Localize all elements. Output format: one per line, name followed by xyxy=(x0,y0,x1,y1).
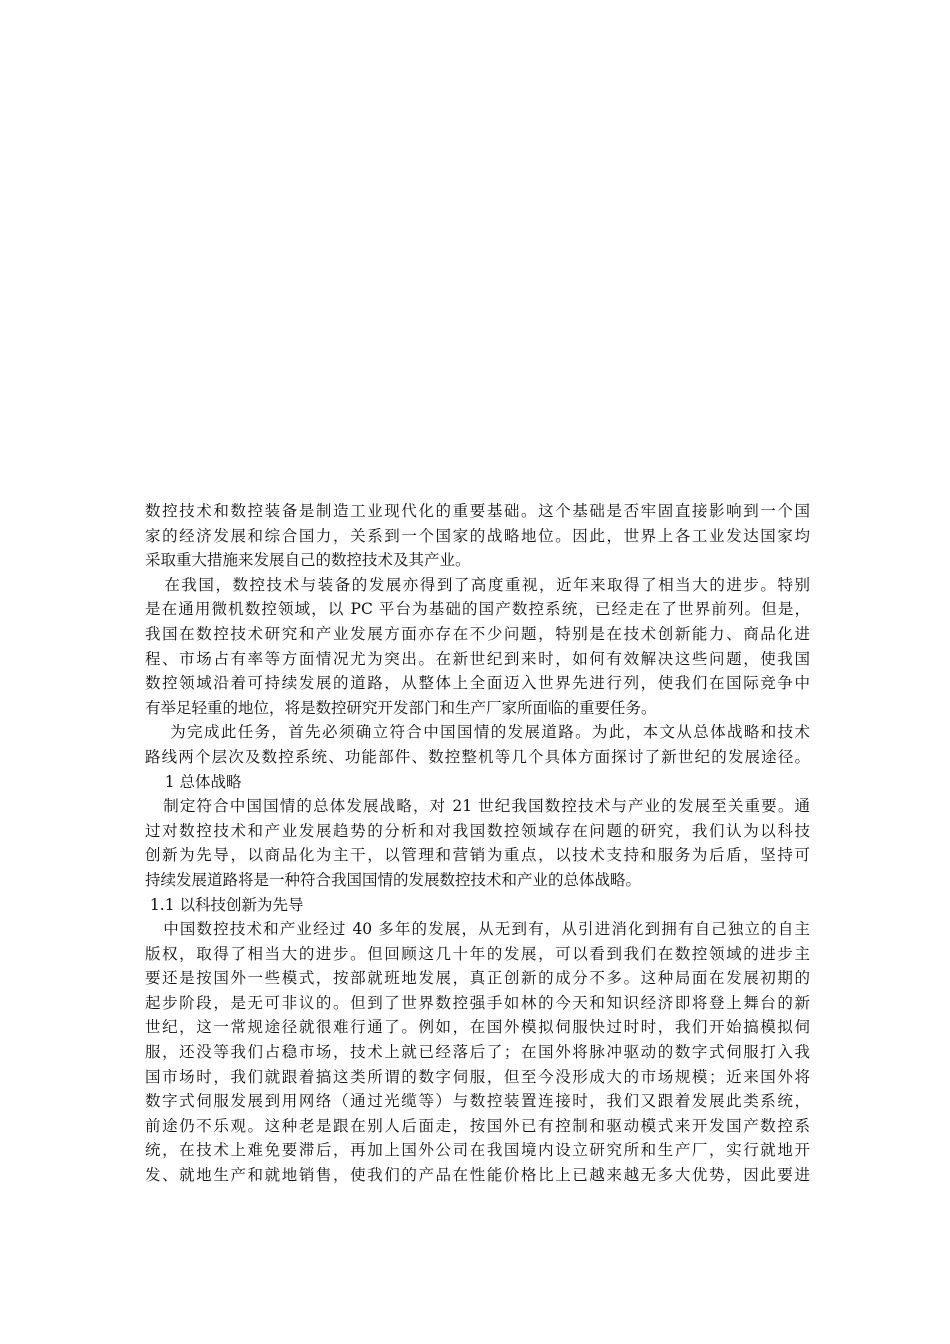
document-body xyxy=(145,499,810,1188)
text-line: 起步阶段，是无可非议的。但到了世界数控强手如林的今天和知识经济即将登上舞台的新 xyxy=(145,993,810,1012)
text-line: 中国数控技术和产业经过 40 多年的发展，从无到有，从引进消化到拥有自己独立的自主 xyxy=(145,920,810,939)
text-line: 程、市场占有率等方面情况尤为突出。在新世纪到来时，如何有效解决这些问题，使我国 xyxy=(145,649,810,668)
text-line: 数控领域沿着可持续发展的道路，从整体上全面迈入世界先进行列，使我们在国际竞争中 xyxy=(145,674,810,693)
text-line: 路线两个层次及数控系统、功能部件、数控整机等几个具体方面探讨了新世纪的发展途径。 xyxy=(145,747,810,766)
text-line: 要还是按国外一些模式，按部就班地发展，真正创新的成分不多。这种局面在发展初期的 xyxy=(145,969,810,988)
text-line: 家的经济发展和综合国力，关系到一个国家的战略地位。因此，世界上各工业发达国家均 xyxy=(145,526,810,545)
text-line: 前途仍不乐观。这种老是跟在别人后面走，按国外已有控制和驱动模式来开发国产数控系 xyxy=(145,1116,810,1135)
text-line: 版权，取得了相当大的进步。但回顾这几十年的发展，可以看到我们在数控领域的进步主 xyxy=(145,944,810,963)
text-line: 数控技术和数控装备是制造工业现代化的重要基础。这个基础是否牢固直接影响到一个国 xyxy=(145,502,810,520)
text-line: 是在通用微机数控领域，以 PC 平台为基础的国产数控系统，已经走在了世界前列。但是， xyxy=(145,600,810,619)
text-line: 世纪，这一常规途径就很难行通了。例如，在国外模拟伺服快过时时，我们开始搞模拟伺 xyxy=(145,1018,810,1037)
text-line: 创新为先导，以商品化为主干，以管理和营销为重点，以技术支持和服务为后盾，坚持可 xyxy=(145,846,810,865)
text-line: 1 总体战略 xyxy=(145,772,242,791)
text-line: 我国在数控技术研究和产业发展方面亦存在不少问题，特别是在技术创新能力、商品化进 xyxy=(145,624,810,643)
text-line: 持续发展道路将是一种符合我国国情的发展数控技术和产业的总体战略。 xyxy=(145,870,642,889)
text-line: 有举足轻重的地位，将是数控研究开发部门和生产厂家所面临的重要任务。 xyxy=(145,698,657,717)
text-line: 数字式伺服发展到用网络（通过光缆等）与数控装置连接时，我们又跟着发展此类系统， xyxy=(145,1092,810,1111)
text-line: 在我国，数控技术与装备的发展亦得到了高度重视，近年来取得了相当大的进步。特别 xyxy=(145,575,810,594)
text-line: 统，在技术上难免要滞后，再加上国外公司在我国境内设立研究所和生产厂，实行就地开 xyxy=(145,1141,810,1160)
text-line: 发、就地生产和就地销售，使我们的产品在性能价格比上已越来越无多大优势，因此要进 xyxy=(145,1166,810,1185)
text-line: 服，还没等我们占稳市场，技术上就已经落后了；在国外将脉冲驱动的数字式伺服打入我 xyxy=(145,1043,810,1062)
text-line: 制定符合中国国情的总体发展战略，对 21 世纪我国数控技术与产业的发展至关重要。通 xyxy=(145,797,810,816)
text-line: 为完成此任务，首先必须确立符合中国国情的发展道路。为此，本文从总体战略和技术 xyxy=(145,723,810,742)
text-line: 国市场时，我们就跟着搞这类所谓的数字伺服，但至今没形成大的市场规模；近来国外将 xyxy=(145,1067,810,1086)
text-line: 过对数控技术和产业发展趋势的分析和对我国数控领域存在问题的研究，我们认为以科技 xyxy=(145,821,810,840)
text-line: 采取重大措施来发展自己的数控技术及其产业。 xyxy=(145,551,471,570)
text-line: 1.1 以科技创新为先导 xyxy=(145,895,304,914)
